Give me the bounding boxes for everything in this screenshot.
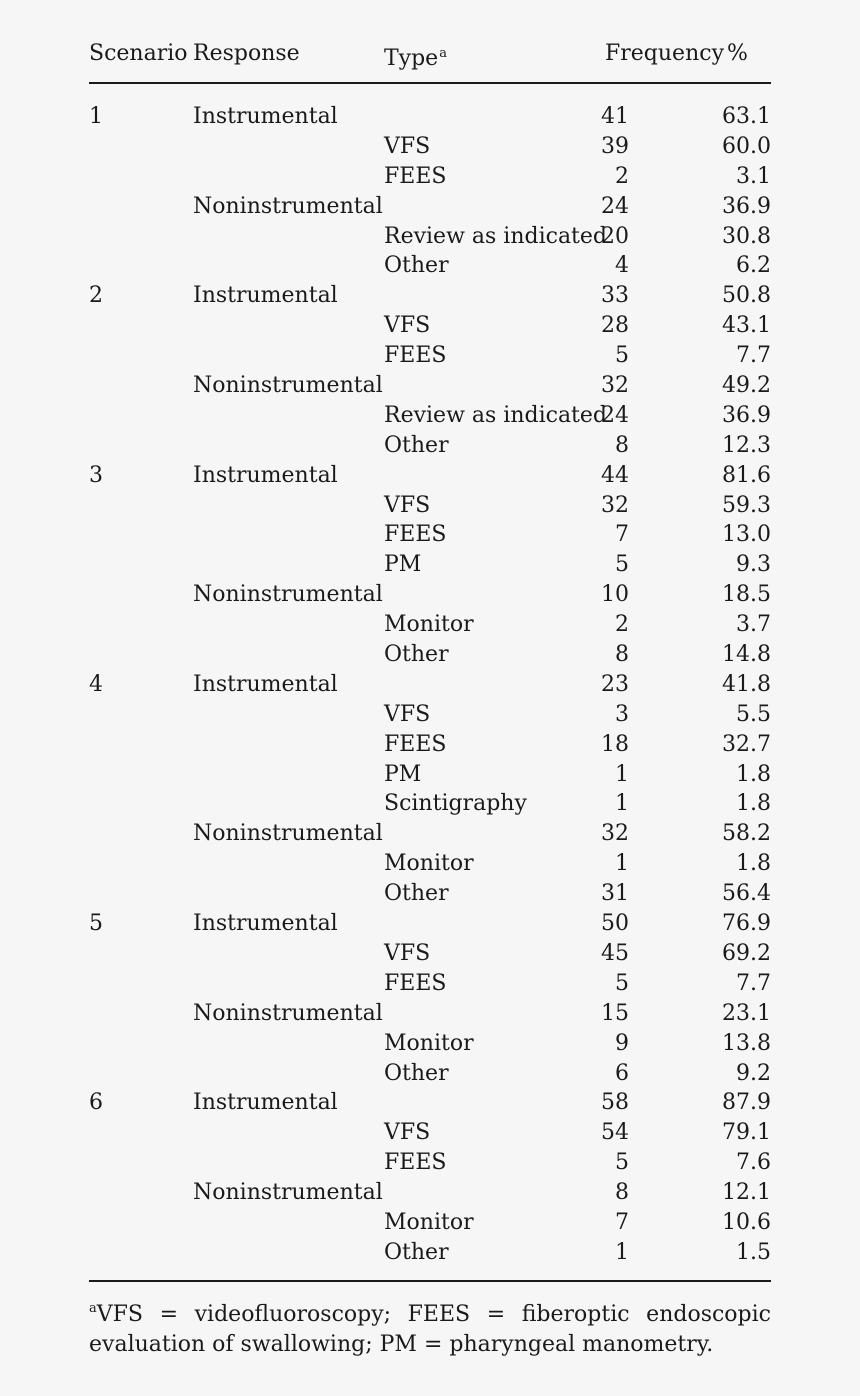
cell-frequency: 5 (615, 970, 629, 996)
cell-type: Other (384, 642, 449, 668)
cell-frequency: 20 (601, 223, 629, 249)
cell-frequency: 32 (601, 821, 629, 847)
cell-type: FEES (384, 522, 447, 548)
cell-percent: 1.8 (736, 851, 771, 877)
cell-type: VFS (384, 1120, 431, 1146)
table-row (89, 789, 771, 819)
table-row (89, 461, 771, 491)
table-row (89, 1088, 771, 1118)
table-row (89, 341, 771, 371)
cell-response: Instrumental (193, 671, 338, 697)
cell-percent: 13.0 (722, 522, 771, 548)
table-row (89, 730, 771, 760)
cell-scenario: 4 (89, 671, 103, 697)
cell-type: Other (384, 432, 449, 458)
cell-percent: 43.1 (722, 313, 771, 339)
table-row (89, 491, 771, 521)
table-row (89, 311, 771, 341)
header-type (384, 40, 447, 73)
cell-frequency: 54 (601, 1120, 629, 1146)
table-row (89, 969, 771, 999)
cell-frequency: 1 (615, 1239, 629, 1265)
cell-response: Instrumental (193, 104, 338, 129)
cell-frequency: 18 (601, 731, 629, 757)
table-row (89, 102, 771, 132)
table-row (89, 939, 771, 969)
table-row (89, 610, 771, 640)
cell-response: Instrumental (193, 1090, 338, 1116)
cell-frequency: 58 (601, 1090, 629, 1116)
cell-type: FEES (384, 343, 447, 369)
cell-percent: 69.2 (722, 940, 771, 966)
cell-scenario: 3 (89, 462, 103, 488)
header-percent: % (727, 41, 748, 66)
cell-frequency: 28 (601, 313, 629, 339)
table-row (89, 999, 771, 1029)
cell-percent: 36.9 (722, 193, 771, 219)
cell-response: Noninstrumental (193, 821, 383, 847)
cell-frequency: 8 (615, 1180, 629, 1206)
cell-frequency: 4 (615, 253, 629, 279)
table-row (89, 1208, 771, 1238)
cell-frequency: 6 (615, 1060, 629, 1086)
table-row (89, 371, 771, 401)
cell-percent: 12.3 (722, 432, 771, 458)
cell-percent: 32.7 (722, 731, 771, 757)
cell-percent: 10.6 (722, 1209, 771, 1235)
cell-response: Noninstrumental (193, 373, 383, 399)
table-row (89, 670, 771, 700)
table-row (89, 431, 771, 461)
cell-percent: 79.1 (722, 1120, 771, 1146)
cell-scenario: 5 (89, 911, 103, 937)
table-row (89, 251, 771, 281)
cell-frequency: 2 (615, 163, 629, 189)
cell-type: Other (384, 253, 449, 279)
cell-percent: 5.5 (736, 701, 771, 727)
cell-frequency: 24 (601, 193, 629, 219)
cell-type: FEES (384, 1150, 447, 1176)
header-type-footnote-mark: a (439, 46, 447, 61)
cell-type: Monitor (384, 851, 474, 877)
cell-percent: 87.9 (722, 1090, 771, 1116)
table-row (89, 401, 771, 431)
cell-scenario: 2 (89, 283, 103, 309)
cell-percent: 18.5 (722, 582, 771, 608)
cell-frequency: 45 (601, 940, 629, 966)
table-row (89, 1148, 771, 1178)
cell-percent: 1.5 (736, 1239, 771, 1265)
cell-percent: 7.7 (736, 343, 771, 369)
cell-frequency: 39 (601, 133, 629, 159)
table-row (89, 192, 771, 222)
cell-frequency: 3 (615, 701, 629, 727)
cell-frequency: 10 (601, 582, 629, 608)
cell-percent: 13.8 (722, 1030, 771, 1056)
header-type-label: Type (384, 46, 439, 71)
table-row (89, 879, 771, 909)
cell-frequency: 33 (601, 283, 629, 309)
cell-frequency: 8 (615, 642, 629, 668)
cell-percent: 60.0 (722, 133, 771, 159)
table-row (89, 222, 771, 252)
cell-type: VFS (384, 940, 431, 966)
cell-response: Noninstrumental (193, 1180, 383, 1206)
cell-percent: 41.8 (722, 671, 771, 697)
table-footnote (89, 1294, 771, 1360)
table-header (89, 40, 771, 82)
cell-frequency: 1 (615, 791, 629, 817)
table-row (89, 640, 771, 670)
cell-scenario: 1 (89, 104, 103, 129)
cell-frequency: 32 (601, 492, 629, 518)
header-frequency: Frequency (605, 41, 724, 66)
cell-frequency: 50 (601, 911, 629, 937)
cell-response: Noninstrumental (193, 193, 383, 219)
cell-percent: 23.1 (722, 1000, 771, 1026)
cell-type: VFS (384, 492, 431, 518)
cell-type: FEES (384, 163, 447, 189)
table-row (89, 819, 771, 849)
footnote-mark: a (89, 1301, 97, 1316)
cell-type: FEES (384, 731, 447, 757)
cell-type: Review as indicated (384, 402, 607, 428)
cell-type: PM (384, 552, 422, 578)
table-row (89, 520, 771, 550)
table-row (89, 1118, 771, 1148)
header-row (89, 40, 771, 82)
cell-percent: 9.2 (736, 1060, 771, 1086)
table-row (89, 162, 771, 192)
cell-frequency: 2 (615, 612, 629, 638)
cell-frequency: 23 (601, 671, 629, 697)
cell-frequency: 1 (615, 761, 629, 787)
cell-frequency: 5 (615, 1150, 629, 1176)
cell-percent: 76.9 (722, 911, 771, 937)
cell-percent: 36.9 (722, 402, 771, 428)
cell-percent: 3.7 (736, 612, 771, 638)
table-row (89, 1059, 771, 1089)
cell-percent: 7.6 (736, 1150, 771, 1176)
cell-percent: 9.3 (736, 552, 771, 578)
cell-type: Monitor (384, 612, 474, 638)
table-row (89, 909, 771, 939)
cell-response: Instrumental (193, 911, 338, 937)
cell-type: VFS (384, 701, 431, 727)
cell-percent: 49.2 (722, 373, 771, 399)
cell-frequency: 44 (601, 462, 629, 488)
cell-frequency: 5 (615, 552, 629, 578)
cell-percent: 12.1 (722, 1180, 771, 1206)
cell-percent: 63.1 (722, 104, 771, 129)
table-row (89, 1029, 771, 1059)
cell-frequency: 31 (601, 881, 629, 907)
table-row (89, 550, 771, 580)
cell-percent: 3.1 (736, 163, 771, 189)
bottom-rule (89, 1280, 771, 1282)
cell-frequency: 8 (615, 432, 629, 458)
cell-frequency: 15 (601, 1000, 629, 1026)
cell-percent: 50.8 (722, 283, 771, 309)
table-body (89, 102, 771, 1268)
cell-frequency: 9 (615, 1030, 629, 1056)
cell-scenario: 6 (89, 1090, 103, 1116)
cell-percent: 1.8 (736, 761, 771, 787)
cell-percent: 30.8 (722, 223, 771, 249)
cell-percent: 56.4 (722, 881, 771, 907)
top-rule (89, 82, 771, 84)
cell-percent: 14.8 (722, 642, 771, 668)
table-row (89, 580, 771, 610)
table-row (89, 132, 771, 162)
cell-type: Monitor (384, 1030, 474, 1056)
cell-type: Scintigraphy (384, 791, 527, 817)
cell-type: VFS (384, 133, 431, 159)
cell-type: PM (384, 761, 422, 787)
header-response: Response (193, 41, 300, 66)
cell-frequency: 7 (615, 1209, 629, 1235)
cell-percent: 59.3 (722, 492, 771, 518)
cell-type: Other (384, 1239, 449, 1265)
cell-response: Instrumental (193, 462, 338, 488)
cell-percent: 81.6 (722, 462, 771, 488)
table-row (89, 700, 771, 730)
cell-type: Other (384, 1060, 449, 1086)
cell-frequency: 24 (601, 402, 629, 428)
cell-type: VFS (384, 313, 431, 339)
cell-type: Review as indicated (384, 223, 607, 249)
cell-type: FEES (384, 970, 447, 996)
cell-percent: 1.8 (736, 791, 771, 817)
table-row (89, 1178, 771, 1208)
cell-response: Noninstrumental (193, 582, 383, 608)
cell-percent: 6.2 (736, 253, 771, 279)
cell-frequency: 1 (615, 851, 629, 877)
cell-frequency: 7 (615, 522, 629, 548)
cell-percent: 58.2 (722, 821, 771, 847)
table-row (89, 849, 771, 879)
cell-frequency: 32 (601, 373, 629, 399)
cell-type: Monitor (384, 1209, 474, 1235)
table-row (89, 281, 771, 311)
table-row (89, 760, 771, 790)
cell-frequency: 41 (601, 104, 629, 129)
cell-frequency: 5 (615, 343, 629, 369)
cell-response: Noninstrumental (193, 1000, 383, 1026)
cell-percent: 7.7 (736, 970, 771, 996)
table-row (89, 1238, 771, 1268)
cell-type: Other (384, 881, 449, 907)
header-scenario: Scenario (89, 41, 188, 66)
cell-response: Instrumental (193, 283, 338, 309)
footnote-text: VFS = videofluoroscopy; FEES = fiberoptic endoscopic evaluation of swallowing; PM = pharyngeal manometry. (89, 1302, 771, 1357)
